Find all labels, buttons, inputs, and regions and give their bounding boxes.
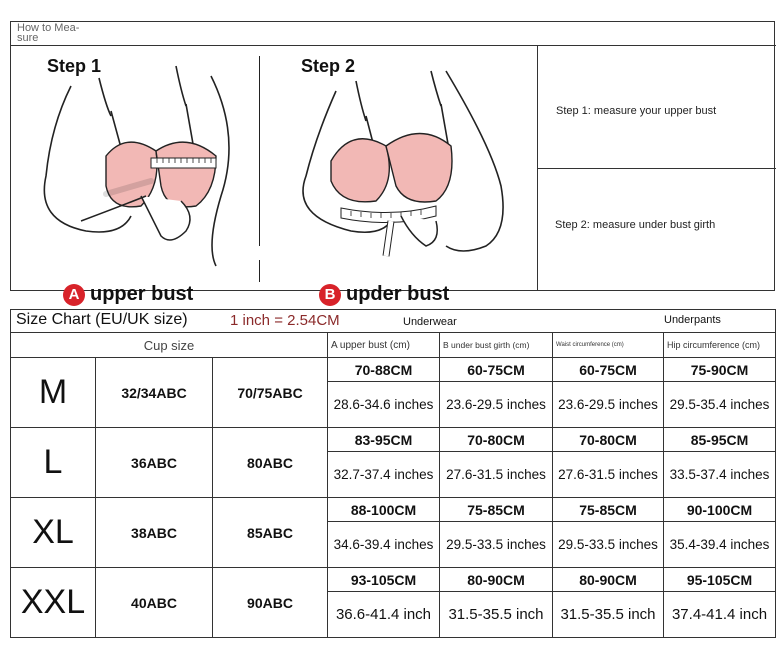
- badge-a: A: [63, 284, 85, 306]
- badge-b: B: [319, 284, 341, 306]
- cup-uk: 70/75ABC: [213, 358, 328, 428]
- under-bust-header: B under bust girth (cm): [440, 333, 553, 358]
- cup-size-header: Cup size: [11, 333, 328, 358]
- upper-bust-illustration: [11, 46, 261, 291]
- waist-cm: 70-80CM: [553, 428, 664, 452]
- step-1-label: Step 1: [47, 56, 102, 76]
- how-to-measure-section: [10, 21, 775, 305]
- size-chart: [10, 309, 775, 639]
- under-bust-inch: 27.6-31.5 inches: [440, 452, 553, 498]
- measure-notes: [537, 46, 775, 291]
- step-1-caption: [63, 283, 193, 306]
- size-chart-table: [10, 309, 776, 638]
- waist-inch: 27.6-31.5 inches: [553, 452, 664, 498]
- table-row: [11, 358, 776, 382]
- under-bust-cm: 80-90CM: [440, 568, 553, 592]
- cup-uk: 90ABC: [213, 568, 328, 638]
- note-step-1-text: Step 1: measure your upper bust: [556, 105, 717, 117]
- upper-bust-inch: 34.6-39.4 inches: [328, 522, 440, 568]
- under-bust-cm: 60-75CM: [440, 358, 553, 382]
- hip-cm: 85-95CM: [664, 428, 776, 452]
- hip-header: Hip circumference (cm): [664, 333, 776, 358]
- upper-bust-header: A upper bust (cm): [328, 333, 440, 358]
- upper-bust-inch: 32.7-37.4 inches: [328, 452, 440, 498]
- waist-cm: 75-85CM: [553, 498, 664, 522]
- waist-cm: 80-90CM: [553, 568, 664, 592]
- underpants-label: Underpants: [664, 314, 721, 326]
- size-label: M: [11, 358, 96, 428]
- caption-divider: [259, 260, 260, 282]
- size-label: L: [11, 428, 96, 498]
- chart-header-row: [11, 333, 776, 358]
- chart-title: Size Chart (EU/UK size): [16, 311, 188, 328]
- note-step-2-text: Step 2: measure under bust girth: [555, 219, 716, 231]
- waist-inch: 29.5-33.5 inches: [553, 522, 664, 568]
- note-step-1: [538, 46, 776, 169]
- upper-bust-cm: 83-95CM: [328, 428, 440, 452]
- panel-divider: [259, 56, 260, 246]
- cup-eu: 36ABC: [96, 428, 213, 498]
- under-bust-cm: 70-80CM: [440, 428, 553, 452]
- step-1-caption-text: upper bust: [90, 283, 194, 305]
- hip-inch: 33.5-37.4 inches: [664, 452, 776, 498]
- under-bust-inch: 23.6-29.5 inches: [440, 382, 553, 428]
- underwear-label: Underwear: [403, 316, 457, 328]
- cup-uk: 85ABC: [213, 498, 328, 568]
- cup-eu: 40ABC: [96, 568, 213, 638]
- under-bust-cm: 75-85CM: [440, 498, 553, 522]
- cup-uk: 80ABC: [213, 428, 328, 498]
- step-2-caption: [319, 283, 449, 306]
- step-2-label: Step 2: [301, 56, 356, 76]
- upper-bust-cm: 93-105CM: [328, 568, 440, 592]
- under-bust-inch: 29.5-33.5 inches: [440, 522, 553, 568]
- size-label: XXL: [11, 568, 96, 638]
- under-bust-inch: 31.5-35.5 inch: [440, 592, 553, 638]
- conversion-note: 1 inch = 2.54CM: [230, 312, 340, 329]
- hip-inch: 35.4-39.4 inches: [664, 522, 776, 568]
- table-row: [11, 568, 776, 592]
- measure-title-bar: [11, 22, 776, 46]
- waist-cm: 60-75CM: [553, 358, 664, 382]
- cup-eu: 32/34ABC: [96, 358, 213, 428]
- waist-inch: 23.6-29.5 inches: [553, 382, 664, 428]
- chart-title-cell: [11, 310, 776, 333]
- hip-inch: 29.5-35.4 inches: [664, 382, 776, 428]
- step-1-panel: [11, 46, 261, 305]
- chart-title-row: [11, 310, 776, 333]
- upper-bust-inch: 36.6-41.4 inch: [328, 592, 440, 638]
- upper-bust-cm: 88-100CM: [328, 498, 440, 522]
- step-2-panel: [261, 46, 537, 305]
- hip-inch: 37.4-41.4 inch: [664, 592, 776, 638]
- upper-bust-cm: 70-88CM: [328, 358, 440, 382]
- waist-header: Waist circumference (cm): [553, 333, 664, 358]
- measure-title: How to Mea-sure: [17, 22, 80, 44]
- table-row: [11, 498, 776, 522]
- upper-bust-inch: 28.6-34.6 inches: [328, 382, 440, 428]
- hip-cm: 75-90CM: [664, 358, 776, 382]
- table-row: [11, 428, 776, 452]
- hip-cm: 90-100CM: [664, 498, 776, 522]
- cup-eu: 38ABC: [96, 498, 213, 568]
- under-bust-illustration: [261, 46, 537, 291]
- note-step-2: [538, 169, 776, 291]
- hip-cm: 95-105CM: [664, 568, 776, 592]
- waist-inch: 31.5-35.5 inch: [553, 592, 664, 638]
- size-label: XL: [11, 498, 96, 568]
- step-2-caption-text: upder bust: [346, 283, 450, 305]
